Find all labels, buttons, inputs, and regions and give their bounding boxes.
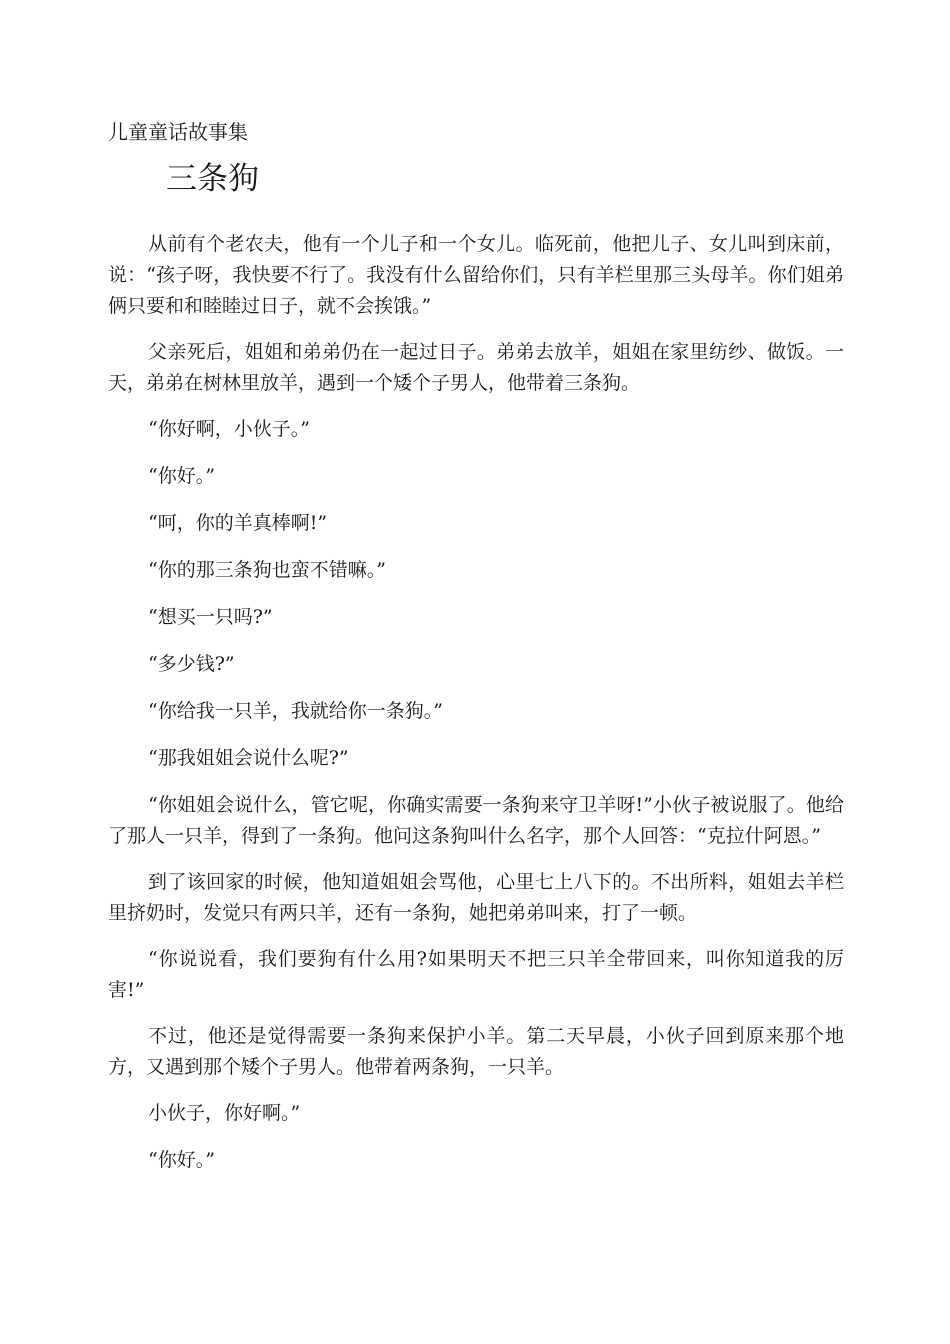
dialogue-line: “你给我一只羊，我就给你一条狗。”: [148, 700, 443, 722]
dialogue-line: “想买一只吗?”: [148, 606, 273, 628]
paragraph: 到了该回家的时候，他知道姐姐会骂他，心里七上八下的。不出所料，姐姐去羊栏里挤奶时，发觉只有两只羊，还有一条狗，她把弟弟叫来，打了一顿。: [108, 871, 844, 924]
dialogue-line: “你好。”: [148, 465, 215, 487]
paragraph: “你姐姐会说什么，管它呢，你确实需要一条狗来守卫羊呀!”小伙子被说服了。他给了那人一只羊，得到了一条狗。他问这条狗叫什么名字，那个人回答：“克拉什阿恩。”: [108, 794, 844, 847]
paragraph: 从前有个老农夫，他有一个儿子和一个女儿。临死前，他把儿子、女儿叫到床前，说：“孩子呀，我快要不行了。我没有什么留给你们，只有羊栏里那三头母羊。你们姐弟俩只要和和睦睦过日子，就不会挨饿。”: [108, 233, 844, 317]
dialogue-line: “你的那三条狗也蛮不错嘛。”: [148, 559, 386, 581]
paragraph: 父亲死后，姐姐和弟弟仍在一起过日子。弟弟去放羊，姐姐在家里纺纱、做饭。一天，弟弟在树林里放羊，遇到一个矮个子男人，他带着三条狗。: [108, 341, 844, 394]
dialogue-line: “你好啊，小伙子。”: [148, 418, 310, 440]
dialogue-line: “多少钱?”: [148, 653, 235, 675]
collection-title: 儿童童话故事集: [108, 120, 248, 144]
paragraph: “你说说看，我们要狗有什么用?如果明天不把三只羊全带回来，叫你知道我的厉害!”: [108, 948, 844, 1001]
dialogue-line: “你好。”: [148, 1149, 215, 1171]
dialogue-line: 小伙子，你好啊。”: [148, 1102, 301, 1124]
story-title: 三条狗: [166, 161, 259, 197]
dialogue-line: “那我姐姐会说什么呢?”: [148, 747, 349, 769]
dialogue-line: “呵，你的羊真棒啊!”: [148, 512, 328, 534]
story-body: [108, 229, 844, 1192]
paragraph: 不过，他还是觉得需要一条狗来保护小羊。第二天早晨，小伙子回到原来那个地方，又遇到那个矮个子男人。他带着两条狗，一只羊。: [108, 1025, 844, 1078]
